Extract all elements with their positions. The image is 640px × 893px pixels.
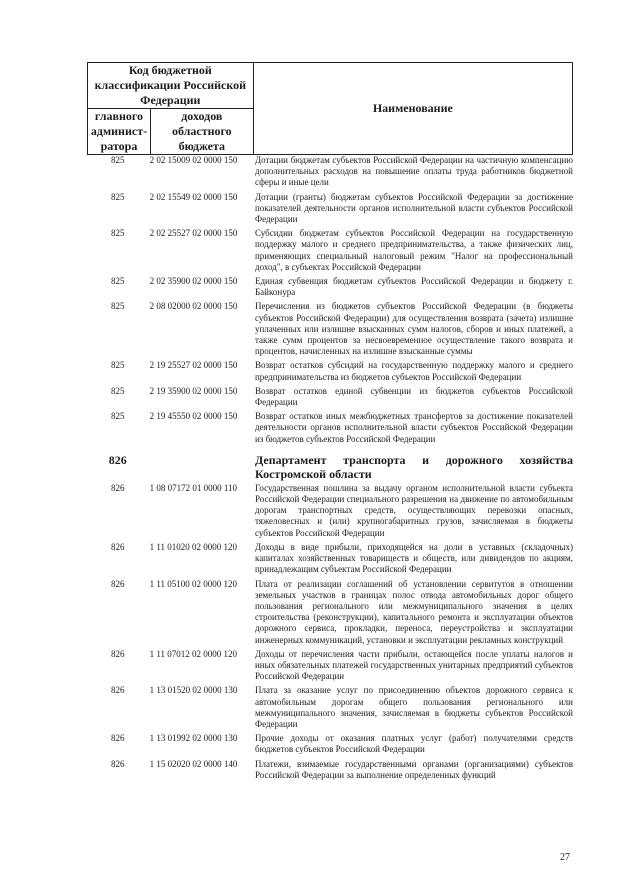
income-name: Плата за оказание услуг по присоединению объектов дорожного сервиса к автомобильным дорогам общего пользования регионального или межмуниципального значения, зачисляемая в бюджеты субъектов Российской Федерации	[254, 685, 573, 729]
table-row	[87, 411, 573, 445]
table-row	[87, 733, 573, 755]
admin-code: 826	[111, 648, 125, 659]
header-group-title: Код бюджетной классификации Российской Федерации	[88, 63, 254, 109]
income-name: Единая субвенция бюджетам субъектов Российской Федерации и бюджету г. Байконура	[254, 276, 573, 298]
table-row	[87, 276, 573, 298]
income-code: 2 19 25527 02 0000 150	[149, 360, 238, 371]
admin-code: 826	[111, 482, 125, 493]
income-name: Платежи, взимаемые государственными органами (организациями) субъектов Российской Федерации за выполнение определенных функций	[254, 758, 573, 780]
income-name: Департамент транспорта и дорожного хозяйства Костромской области	[254, 452, 573, 481]
income-code: 2 08 02000 02 0000 150	[149, 301, 238, 312]
table-row	[87, 192, 573, 226]
admin-code: 826	[111, 541, 125, 552]
income-code: 1 13 01520 02 0000 130	[149, 685, 238, 696]
table-row	[87, 759, 573, 781]
income-name: Перечисления из бюджетов субъектов Российской Федерации (в бюджеты субъектов Российской Федерации) для осуществления возврата (зачета) излишне уплаченных или излишне взысканных сумм налогов, сборов и иных платежей, а также сумм процентов за несвоевременное осуществление такого возврата и процентов, начисленных на излишне взысканные суммы	[254, 301, 573, 357]
admin-code: 825	[111, 385, 125, 396]
income-name: Возврат остатков иных межбюджетных трансфертов за достижение показателей деятельности органов исполнительной власти субъектов Российской Федерации из бюджетов субъектов Российской Федерации	[254, 411, 573, 444]
income-code: 1 08 07172 01 0000 110	[149, 482, 238, 493]
income-code: 1 15 02020 02 0000 140	[149, 758, 238, 769]
income-name: Субсидии бюджетам субъектов Российской Федерации на государственную поддержку малого и среднего предпринимательства, а также физических лиц, применяющих специальный налоговый режим "Налог на профессиональный доход", в субъектах Российской Федерации	[254, 228, 573, 272]
income-name: Прочие доходы от оказания платных услуг (работ) получателями средств бюджетов субъектов Российской Федерации	[254, 733, 573, 755]
admin-code: 826	[111, 685, 125, 696]
admin-code: 825	[111, 301, 125, 312]
income-code: 1 11 07012 02 0000 120	[149, 648, 238, 659]
income-code: 1 11 01020 02 0000 120	[149, 541, 238, 552]
income-code: 1 11 05100 02 0000 120	[149, 578, 238, 589]
table-row	[87, 228, 573, 273]
table-row	[87, 360, 573, 382]
income-name: Возврат остатков субсидий на государственную поддержку малого и среднего предпринимательства из бюджетов субъектов Российской Федерации	[254, 360, 573, 382]
income-name: Доходы в виде прибыли, приходящейся на доли в уставных (складочных) капиталах хозяйственных товариществ и обществ, или дивидендов по акциям, принадлежащим субъектам Российской Федерации	[254, 541, 573, 575]
income-name: Доходы от перечисления части прибыли, остающейся после уплаты налогов и иных обязательных платежей государственных унитарных предприятий субъектов Российской Федерации	[254, 648, 573, 682]
admin-code: 825	[111, 191, 125, 202]
table-row	[87, 386, 573, 408]
table-row	[87, 301, 573, 357]
table-row	[87, 685, 573, 730]
table-header	[87, 62, 573, 155]
table-row	[87, 649, 573, 683]
income-code: 2 19 35900 02 0000 150	[149, 385, 238, 396]
income-code: 2 02 15549 02 0000 150	[149, 191, 238, 202]
income-name: Возврат остатков единой субвенции из бюджетов субъектов Российской Федерации	[254, 385, 573, 408]
income-code: 2 02 15009 02 0000 150	[149, 155, 238, 165]
admin-code: 825	[111, 411, 125, 422]
admin-code: 825	[111, 276, 125, 287]
income-code: 2 02 25527 02 0000 150	[149, 228, 238, 239]
income-code	[149, 453, 251, 481]
income-name: Плата от реализации соглашений об установлении сервитутов в отношении земельных участков в границах полос отвода автомобильных дорог общего пользования регионального или межмуниципального значения в целях строительства (реконструкции), капитального ремонта и эксплуатации объектов дорожного сервиса, прокладки, переноса, переустройства и эксплуатации инженерных коммуникаций, установки и эксплуатации рекламных конструкций	[254, 578, 573, 645]
page-number: 27	[560, 852, 570, 863]
table-body	[87, 155, 573, 784]
table-row	[87, 579, 573, 646]
admin-code: 825	[111, 228, 125, 239]
income-code: 1 13 01992 02 0000 130	[149, 733, 238, 744]
admin-code: 825	[111, 360, 125, 371]
header-admin-column: главного админист-ратора	[88, 109, 151, 155]
admin-code: 826	[111, 758, 125, 769]
department-heading-row	[87, 453, 573, 481]
income-name: Дотации бюджетам субъектов Российской Федерации на частичную компенсацию дополнительных расходов на повышение оплаты труда работников бюджетной сферы и иные цели	[254, 155, 573, 188]
table-row	[87, 542, 573, 576]
income-code: 2 02 35900 02 0000 150	[149, 276, 238, 287]
admin-code: 826	[111, 578, 125, 589]
header-income-column: доходов областного бюджета	[150, 109, 253, 155]
admin-code: 826	[111, 733, 125, 744]
income-code: 2 19 45550 02 0000 150	[149, 411, 238, 422]
header-name-column: Наименование	[253, 63, 572, 155]
income-name: Государственная пошлина за выдачу органом исполнительной власти субъекта Российской Федерации специального разрешения на движение по автомобильным дорогам транспортных средств, осуществляющих перевозки опасных, тяжеловесных и (или) крупногабаритных грузов, зачисляемая в бюджеты субъектов Российской Федерации	[254, 482, 573, 538]
income-name: Дотации (гранты) бюджетам субъектов Российской Федерации за достижение показателей деятельности органов исполнительной власти субъектов Российской Федерации	[254, 191, 573, 225]
admin-code: 826	[108, 452, 127, 467]
admin-code: 825	[111, 155, 125, 165]
table-row	[87, 483, 573, 539]
table-row	[87, 155, 573, 189]
